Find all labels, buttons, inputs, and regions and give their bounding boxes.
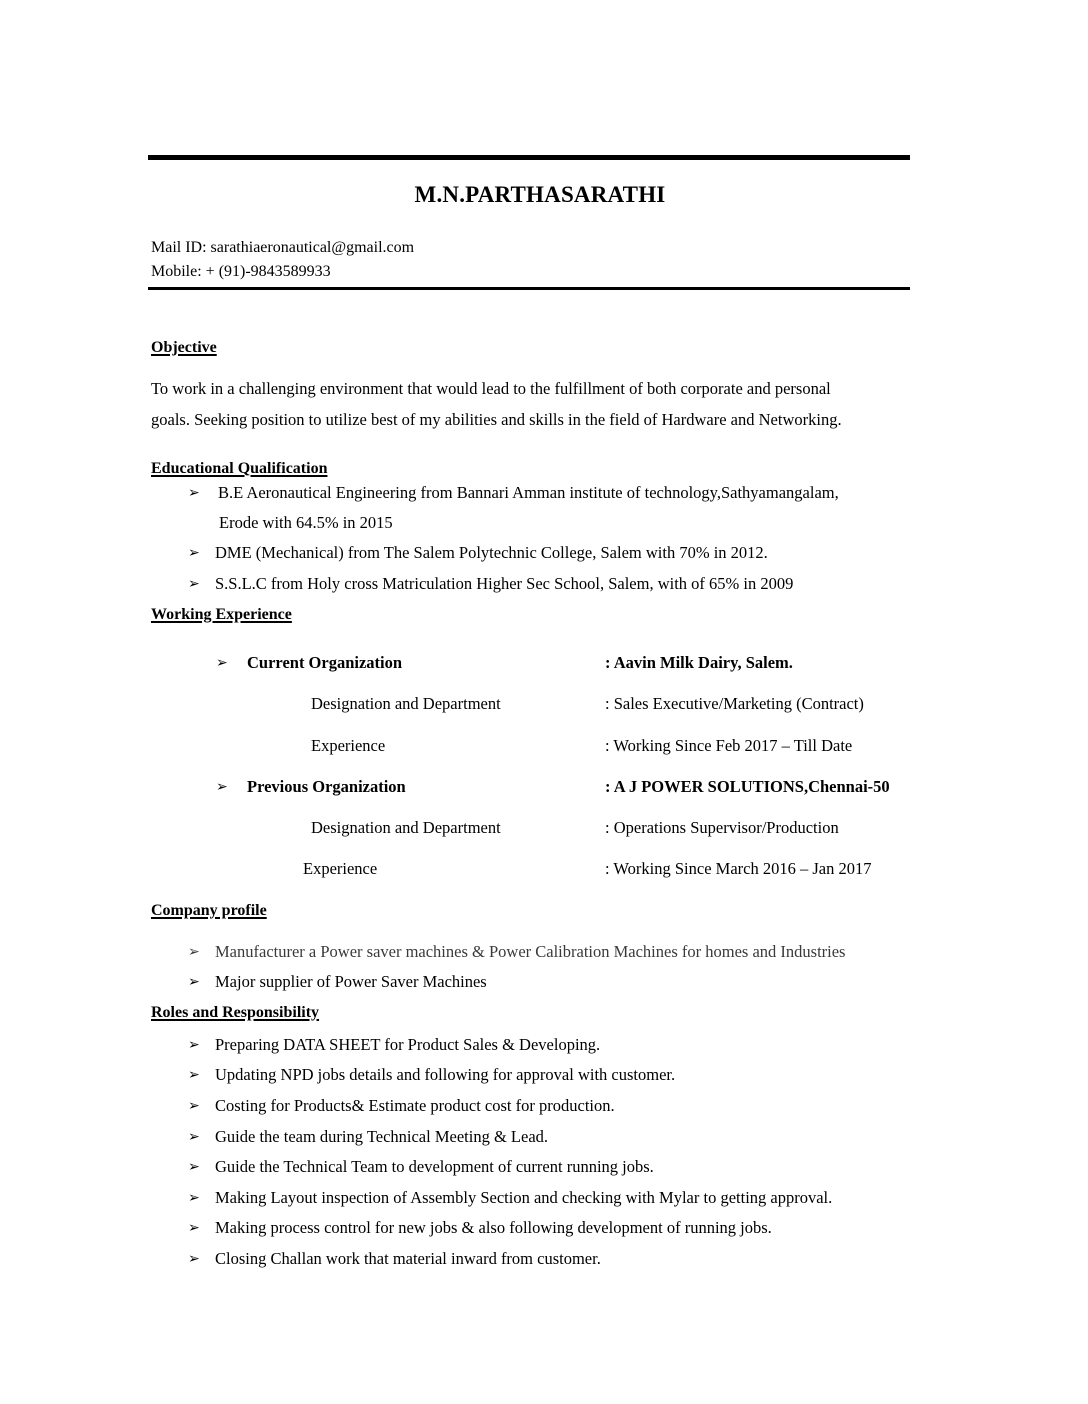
previous-designation-value: : Operations Supervisor/Production — [605, 818, 839, 837]
current-designation-label: Designation and Department — [311, 694, 501, 713]
arrow-bullet-icon: ➢ — [188, 546, 200, 561]
company-profile-item: Major supplier of Power Saver Machines — [215, 972, 487, 991]
candidate-name: M.N.PARTHASARATHI — [414, 182, 666, 207]
arrow-bullet-icon: ➢ — [188, 1130, 200, 1145]
mobile-number: Mobile: + (91)-9843589933 — [151, 263, 331, 280]
role-item: Making process control for new jobs & also following development of running jobs. — [215, 1218, 772, 1237]
previous-experience-value: : Working Since March 2016 – Jan 2017 — [605, 859, 872, 878]
role-item: Guide the Technical Team to development of current running jobs. — [215, 1157, 654, 1176]
education-item: B.E Aeronautical Engineering from Bannari Amman institute of technology,Sathyamangalam, — [218, 483, 839, 502]
company-profile-heading: Company profile — [151, 902, 267, 919]
education-item-cont: Erode with 64.5% in 2015 — [219, 513, 393, 532]
current-org-value: : Aavin Milk Dairy, Salem. — [605, 653, 793, 672]
current-experience-label: Experience — [311, 736, 386, 755]
arrow-bullet-icon: ➢ — [188, 1068, 200, 1083]
header-rule — [148, 287, 910, 290]
education-item: DME (Mechanical) from The Salem Polytechnic College, Salem with 70% in 2012. — [215, 543, 768, 562]
role-item: Making Layout inspection of Assembly Section and checking with Mylar to getting approval. — [215, 1188, 833, 1207]
company-profile-item: Manufacturer a Power saver machines & Power Calibration Machines for homes and Industries — [215, 942, 846, 961]
arrow-bullet-icon: ➢ — [216, 780, 228, 795]
arrow-bullet-icon: ➢ — [188, 486, 200, 501]
education-item: S.S.L.C from Holy cross Matriculation Higher Sec School, Salem, with of 65% in 2009 — [215, 574, 794, 593]
arrow-bullet-icon: ➢ — [188, 1099, 200, 1114]
arrow-bullet-icon: ➢ — [216, 656, 228, 671]
previous-org-label: Previous Organization — [247, 777, 406, 796]
previous-org-value: : A J POWER SOLUTIONS,Chennai-50 — [605, 777, 890, 796]
arrow-bullet-icon: ➢ — [188, 577, 200, 592]
arrow-bullet-icon: ➢ — [188, 1252, 200, 1267]
arrow-bullet-icon: ➢ — [188, 1160, 200, 1175]
arrow-bullet-icon: ➢ — [188, 945, 200, 960]
role-item: Updating NPD jobs details and following for approval with customer. — [215, 1065, 676, 1084]
roles-heading: Roles and Responsibility — [151, 1004, 320, 1021]
current-experience-value: : Working Since Feb 2017 – Till Date — [605, 736, 853, 755]
arrow-bullet-icon: ➢ — [188, 1221, 200, 1236]
role-item: Preparing DATA SHEET for Product Sales & Developing. — [215, 1035, 601, 1054]
experience-heading: Working Experience — [151, 606, 292, 623]
objective-line: goals. Seeking position to utilize best of my abilities and skills in the field of Hardware and Networking. — [151, 410, 842, 429]
previous-experience-label: Experience — [303, 859, 378, 878]
arrow-bullet-icon: ➢ — [188, 1038, 200, 1053]
current-designation-value: : Sales Executive/Marketing (Contract) — [605, 694, 864, 713]
previous-designation-label: Designation and Department — [311, 818, 501, 837]
objective-line: To work in a challenging environment that would lead to the fulfillment of both corporate and personal — [151, 379, 831, 398]
mail-id: Mail ID: sarathiaeronautical@gmail.com — [151, 239, 415, 256]
education-heading: Educational Qualification — [151, 460, 328, 477]
role-item: Guide the team during Technical Meeting & Lead. — [215, 1127, 549, 1146]
top-rule — [148, 155, 910, 160]
arrow-bullet-icon: ➢ — [188, 975, 200, 990]
role-item: Costing for Products& Estimate product cost for production. — [215, 1096, 615, 1115]
role-item: Closing Challan work that material inward from customer. — [215, 1249, 601, 1268]
current-org-label: Current Organization — [247, 653, 403, 672]
arrow-bullet-icon: ➢ — [188, 1191, 200, 1206]
objective-heading: Objective — [151, 339, 217, 356]
